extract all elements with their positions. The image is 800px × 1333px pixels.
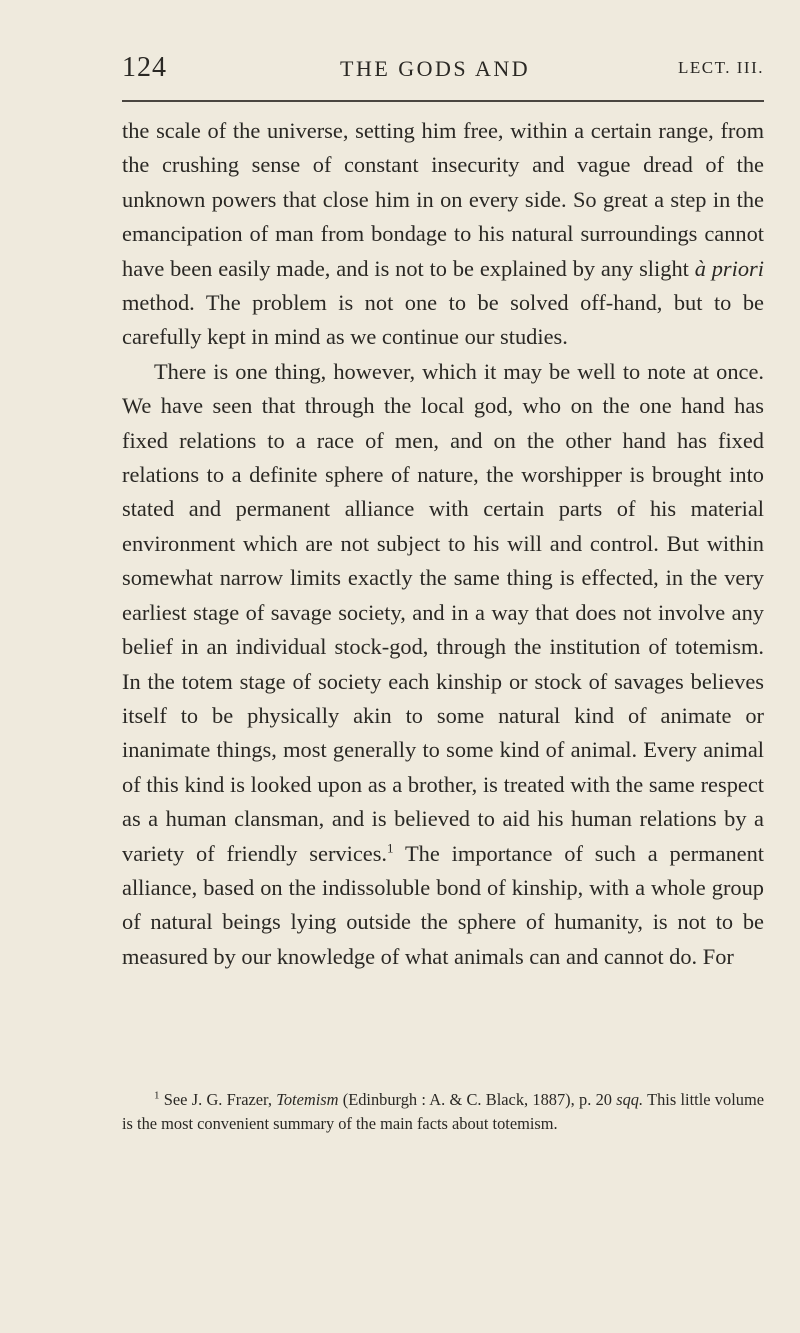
footnote-text-c: This little volume is the most convenient summary of the main facts about totemism.: [122, 1090, 764, 1133]
paragraph-1-text-b: method. The problem is not one to be solved off-hand, but to be carefully kept in mind as we continue our studies.: [122, 290, 764, 350]
a-priori-phrase: à priori: [694, 255, 764, 281]
paragraph-1: [122, 114, 764, 355]
page-number: 124: [122, 52, 167, 83]
header-rule: [122, 100, 764, 102]
page-header: [122, 52, 764, 92]
footnote-reference: 1: [387, 840, 394, 856]
body-text: [122, 114, 764, 974]
paragraph-2-text-b: The importance of such a permanent alliance, based on the indissoluble bond of kinship, with a whole group of natural beings lying outside the sphere of humanity, is not to be measured by our knowledge of what animals can and cannot do. For: [122, 840, 764, 969]
footnotes: [122, 1088, 764, 1136]
footnote-1: [122, 1088, 764, 1136]
footnote-mark: 1: [154, 1089, 160, 1102]
footnote-sqq: sqq.: [616, 1090, 644, 1109]
footnote-text-a: See J. G. Frazer,: [159, 1090, 277, 1109]
footnote-text-b: (Edinburgh : A. & C. Black, 1887), p. 20: [338, 1090, 617, 1109]
paragraph-2-text-a: There is one thing, however, which it may be well to note at once. We have seen that through the local god, who on the one hand has fixed relations to a race of men, and on the other hand has fixed relations to a definite sphere of nature, the worshipper is brought into stated and permanent alliance with certain parts of his material environment which are not subject to his will and control. But within somewhat narrow limits exactly the same thing is effected, in the very earliest stage of savage society, and in a way that does not involve any belief in an individual stock-god, through the institution of totemism. In the totem stage of society each kinship or stock of savages believes itself to be physically akin to some natural kind of animate or inanimate things, most generally to some kind of animal. Every animal of this kind is looked upon as a brother, is treated with the same respect as a human clansman, and is believed to aid his human relations by a variety of friendly services.: [122, 358, 764, 866]
footnote-book-title: Totemism: [276, 1090, 339, 1109]
running-title: THE GODS AND: [340, 56, 531, 81]
paragraph-2: [122, 355, 764, 974]
lecture-label: LECT. III.: [678, 58, 764, 77]
paragraph-1-text-a: the scale of the universe, setting him free, within a certain range, from the crushing sense of constant insecurity and vague dread of the unknown powers that close him in on every side. So great a step in the emancipation of man from bondage to his natural surroundings cannot have been easily made, and is not to be explained by any slight: [122, 118, 764, 281]
